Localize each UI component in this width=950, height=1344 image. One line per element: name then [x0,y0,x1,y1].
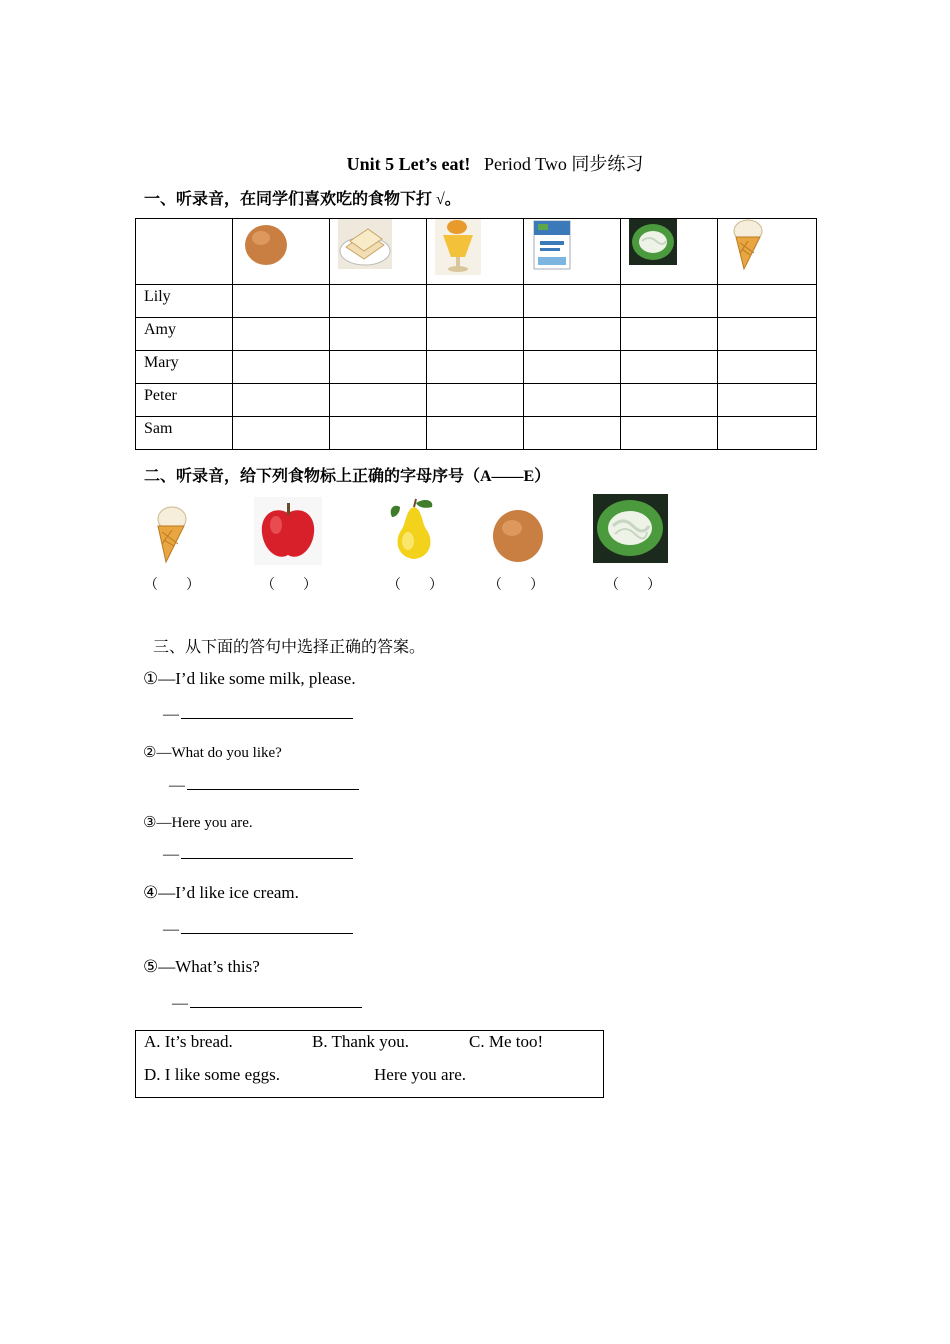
check-cell[interactable] [233,384,330,417]
header-cell-juice [427,219,524,285]
noodles-icon [593,494,668,563]
option-b: B. Thank you. [312,1032,409,1051]
answer-line-1[interactable] [163,706,353,724]
check-cell[interactable] [330,318,427,351]
dash: — [172,995,188,1012]
dash: — [169,777,185,794]
check-cell[interactable] [233,417,330,450]
answer-line-5[interactable] [172,995,362,1013]
header-cell-bread [330,219,427,285]
table-row [136,351,817,384]
option-e: Here you are. [374,1065,467,1084]
check-cell[interactable] [524,417,621,450]
check-cell[interactable] [621,384,718,417]
ice-cream-icon [150,506,190,564]
section1-heading: 一、听录音，在同学们喜欢吃的食物下打 √。 [144,191,461,208]
check-cell[interactable] [718,318,817,351]
check-cell[interactable] [233,351,330,384]
check-cell[interactable] [524,351,621,384]
question-1: ①—I’d like some milk, please. [143,669,356,688]
check-cell[interactable] [718,285,817,318]
check-cell[interactable] [330,384,427,417]
answer-paren[interactable]: （ ） [605,578,661,593]
option-d: D. I like some eggs. [144,1065,280,1084]
check-cell[interactable] [233,318,330,351]
header-cell-noodles [621,219,718,285]
bread-icon [338,219,392,269]
dash: — [163,921,179,938]
title-bold: Unit 5 Let’s eat! [346,154,471,174]
food-preference-table [135,218,817,450]
name-cell: Amy [136,318,233,351]
table-row [136,318,817,351]
header-cell-egg [233,219,330,285]
check-cell[interactable] [330,351,427,384]
table-row [136,384,817,417]
option-c: C. Me too! [469,1032,544,1051]
answer-paren[interactable]: （ ） [488,578,544,593]
question-2: ②—What do you like? [143,745,282,761]
check-cell[interactable] [427,351,524,384]
egg-icon [491,508,545,564]
section2-heading: 二、听录音，给下列食物标上正确的字母序号（A——E） [144,468,551,485]
check-cell[interactable] [621,318,718,351]
answer-paren[interactable]: （ ） [144,578,200,593]
table-header-row [136,219,817,285]
answer-line-4[interactable] [163,921,353,939]
answer-paren[interactable]: （ ） [387,578,443,593]
check-cell[interactable] [621,285,718,318]
header-cell-icecream [718,219,817,285]
milk-carton-icon [532,219,572,271]
answer-line-2[interactable] [169,777,359,795]
check-cell[interactable] [330,285,427,318]
dash: — [163,706,179,723]
name-cell: Mary [136,351,233,384]
check-cell[interactable] [718,384,817,417]
question-4: ④—I’d like ice cream. [143,883,299,902]
section3-heading: 三、从下面的答句中选择正确的答案。 [153,639,426,656]
dash: — [163,846,179,863]
juice-icon [435,219,481,275]
check-cell[interactable] [524,285,621,318]
option-a: A. It’s bread. [144,1032,233,1051]
noodles-icon [629,219,677,265]
name-cell: Peter [136,384,233,417]
check-cell[interactable] [427,318,524,351]
check-cell[interactable] [233,285,330,318]
answer-paren[interactable]: （ ） [261,578,317,593]
table-row [136,417,817,450]
check-cell[interactable] [718,351,817,384]
header-cell-milk [524,219,621,285]
header-empty-cell [136,219,233,285]
ice-cream-icon [726,219,766,271]
check-cell[interactable] [621,417,718,450]
check-cell[interactable] [330,417,427,450]
check-cell[interactable] [427,384,524,417]
check-cell[interactable] [718,417,817,450]
question-3: ③—Here you are. [143,815,253,831]
name-cell: Lily [136,285,233,318]
egg-icon [241,219,291,269]
question-5: ⑤—What’s this? [143,957,260,976]
check-cell[interactable] [621,351,718,384]
apple-icon [254,497,322,565]
check-cell[interactable] [427,417,524,450]
check-cell[interactable] [427,285,524,318]
check-cell[interactable] [524,384,621,417]
table-row [136,285,817,318]
name-cell: Sam [136,417,233,450]
page-title [0,150,950,176]
title-rest: Period Two 同步练习 [483,154,644,174]
check-cell[interactable] [524,318,621,351]
answer-line-3[interactable] [163,846,353,864]
pear-icon [386,497,442,563]
